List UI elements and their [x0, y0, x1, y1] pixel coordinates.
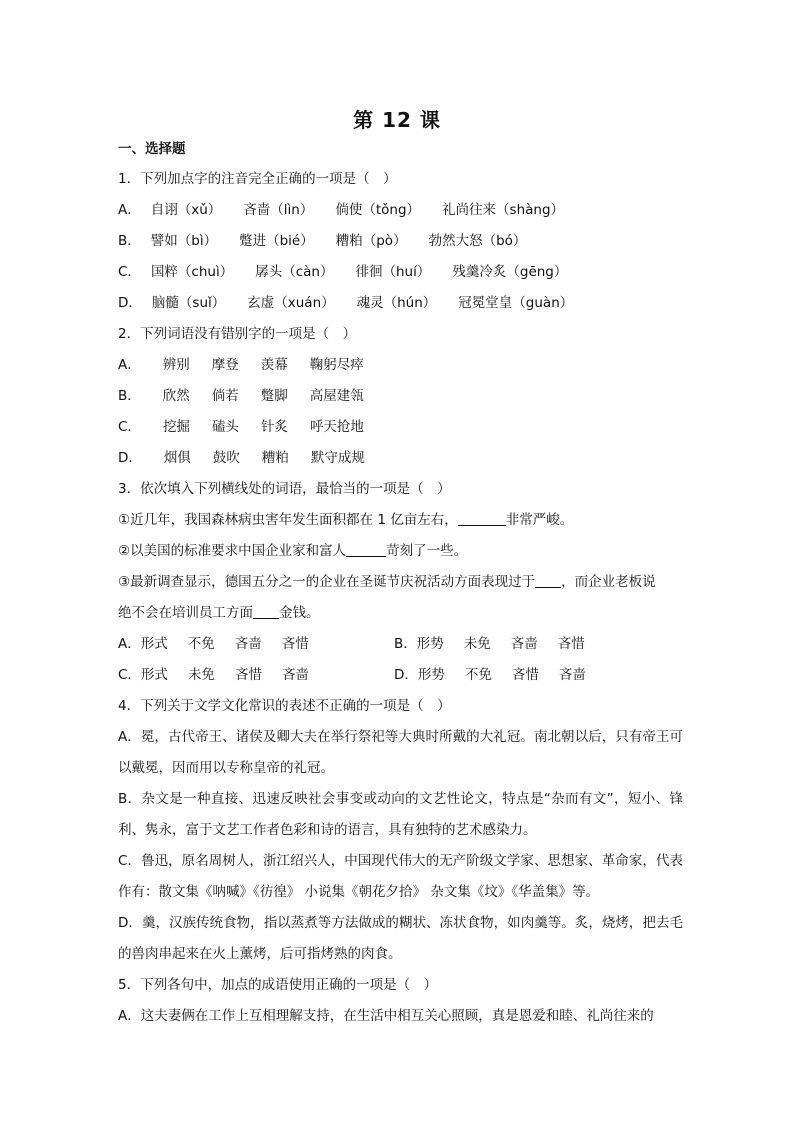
question-3-sentence-3-cont [118, 598, 683, 629]
question-4-stem: 4．下列关于文学文化常识的表述不正确的一项是（ ） [118, 698, 451, 714]
question-3-options-cd [118, 660, 683, 691]
question-3-options-ab [118, 629, 683, 660]
fill-blank [253, 604, 279, 619]
option-item: B．形势 [394, 636, 444, 652]
fill-blank [458, 511, 506, 526]
option-item: 针炙 [260, 419, 288, 435]
option-item: 高屋建瓴 [309, 388, 364, 404]
option-item: 魂灵（hún） [356, 295, 437, 311]
option-item: 残羹冷炙（gēng） [452, 264, 568, 280]
option-item: 自诩（xǔ） [150, 202, 222, 218]
question-3-sentence-1 [118, 505, 683, 536]
question-3-option-a[interactable] [118, 629, 394, 660]
option-item: 蹩脚 [260, 388, 288, 404]
question-1-option-a[interactable] [118, 195, 683, 226]
option-item: 吝啬 [510, 636, 538, 652]
option-item: D．形势 [394, 667, 445, 683]
option-item: 鞠躬尽瘁 [309, 357, 364, 373]
option-label: A． [118, 357, 141, 373]
option-item: 礼尚往来（shàng） [442, 202, 565, 218]
question-1-stem: 1．下列加点字的注音完全正确的一项是（ ） [118, 171, 397, 187]
sentence-text: 金钱。 [279, 605, 320, 621]
option-item: A．形式 [118, 636, 168, 652]
option-item: 糟粕 [261, 450, 289, 466]
option-label: B． [118, 388, 141, 404]
question-4-option-c[interactable]: C．鲁迅，原名周树人，浙江绍兴人，中国现代伟大的无产阶级文学家、思想家、革命家，代表作有：散文集《呐喊》《彷徨》 小说集《朝花夕拾》 杂文集《坟》《华盖集》等。 [118, 853, 683, 900]
section-heading: 一、选择题 [118, 141, 186, 157]
option-item: 吝啬（lìn） [243, 202, 314, 218]
option-item: 吝惜 [557, 636, 585, 652]
option-item: 倘若 [211, 388, 239, 404]
option-label: A． [118, 202, 141, 218]
option-item: 磕头 [211, 419, 239, 435]
option-item: 糟粕（pò） [335, 233, 407, 249]
option-item: 不免 [464, 667, 492, 683]
option-item: 倘使（tǒng） [335, 202, 421, 218]
question-1-option-d[interactable] [118, 288, 683, 319]
option-label: C． [118, 264, 141, 280]
option-item: 鼓吹 [212, 450, 240, 466]
question-3-option-b[interactable] [394, 629, 670, 660]
option-item: 未免 [463, 636, 491, 652]
sentence-text: 苛刻了一些。 [386, 543, 468, 559]
option-item: 未免 [187, 667, 215, 683]
question-3-sentence-2 [118, 536, 683, 567]
option-label: D． [118, 295, 142, 311]
option-item: 羡幕 [260, 357, 288, 373]
page-title: 第 12 课 [353, 108, 441, 132]
option-item: 吝啬 [234, 636, 262, 652]
option-item: 不免 [187, 636, 215, 652]
sentence-text: ，而企业老板说 [561, 574, 656, 590]
option-label: B． [118, 233, 141, 249]
question-4-option-a[interactable]: A．冕，古代帝王、诸侯及卿大夫在举行祭祀等大典时所戴的大礼冠。南北朝以后，只有帝王可以戴冕，因而用以专称皇帝的礼冠。 [118, 729, 683, 776]
question-4-option-b[interactable]: B．杂文是一种直接、迅速反映社会事变或动向的文艺性论文，特点是“杂而有文”，短小、锋利、隽永，富于文艺工作者色彩和诗的语言，具有独特的艺术感染力。 [118, 791, 683, 838]
question-2-option-a[interactable] [118, 350, 683, 381]
option-item: 孱头（càn） [255, 264, 334, 280]
option-item: 脑髓（suǐ） [151, 295, 226, 311]
question-3-option-c[interactable] [118, 660, 394, 691]
option-item: 国粹（chuì） [150, 264, 234, 280]
option-item: 欣然 [162, 388, 190, 404]
fill-blank [346, 542, 386, 557]
question-1-option-c[interactable] [118, 257, 683, 288]
question-2-option-c[interactable] [118, 412, 683, 443]
option-label: D． [118, 450, 142, 466]
option-item: 徘徊（huí） [355, 264, 431, 280]
question-5-option-a[interactable]: A．这夫妻俩在工作上互相理解支持，在生活中相互关心照顾，真是恩爱和睦、礼尚往来的 [118, 1008, 654, 1024]
question-2-option-b[interactable] [118, 381, 683, 412]
option-item: 摩登 [211, 357, 239, 373]
option-item: 呼天抢地 [309, 419, 364, 435]
sentence-text: ①近几年，我国森林病虫害年发生面积都在 1 亿亩左右， [118, 512, 458, 528]
question-2-stem: 2．下列词语没有错别字的一项是（ ） [118, 326, 357, 342]
fill-blank [535, 573, 561, 588]
question-3-option-d[interactable] [394, 660, 670, 691]
option-item: 挖掘 [162, 419, 190, 435]
option-item: 吝惜 [281, 636, 309, 652]
option-item: 冠冕堂皇（guàn） [458, 295, 574, 311]
option-item: 蹩进（bié） [239, 233, 314, 249]
sentence-text: 非常严峻。 [505, 512, 574, 528]
option-item: 吝啬 [281, 667, 309, 683]
option-item: 勃然大怒（bó） [428, 233, 527, 249]
exercise-content [118, 139, 683, 1032]
question-2-option-d[interactable] [118, 443, 683, 474]
question-3-stem: 3．依次填入下列横线处的词语，最恰当的一项是（ ） [118, 481, 451, 497]
option-item: 吝惜 [511, 667, 539, 683]
option-item: 默守成规 [310, 450, 365, 466]
option-item: 玄虚（xuán） [247, 295, 335, 311]
sentence-text: ③最新调查显示，德国五分之一的企业在圣诞节庆祝活动方面表现过于 [118, 574, 536, 590]
sentence-text: 绝不会在培训员工方面 [118, 605, 253, 621]
option-item: 烟俱 [163, 450, 191, 466]
option-item: 辨别 [162, 357, 190, 373]
option-item: 吝啬 [558, 667, 586, 683]
question-5-stem: 5．下列各句中，加点的成语使用正确的一项是（ ） [118, 977, 438, 993]
sentence-text: ②以美国的标准要求中国企业家和富人 [118, 543, 347, 559]
question-4-option-d[interactable]: D．羹，汉族传统食物，指以蒸煮等方法做成的糊状、冻状食物，如肉羹等。炙，烧烤，把去毛的兽肉串起来在火上薰烤，后可指烤熟的肉食。 [118, 915, 683, 962]
option-label: C． [118, 419, 141, 435]
option-item: 吝惜 [234, 667, 262, 683]
option-item: 譬如（bì） [150, 233, 218, 249]
question-1-option-b[interactable] [118, 226, 683, 257]
option-item: C．形式 [118, 667, 168, 683]
question-3-sentence-3 [118, 567, 683, 598]
